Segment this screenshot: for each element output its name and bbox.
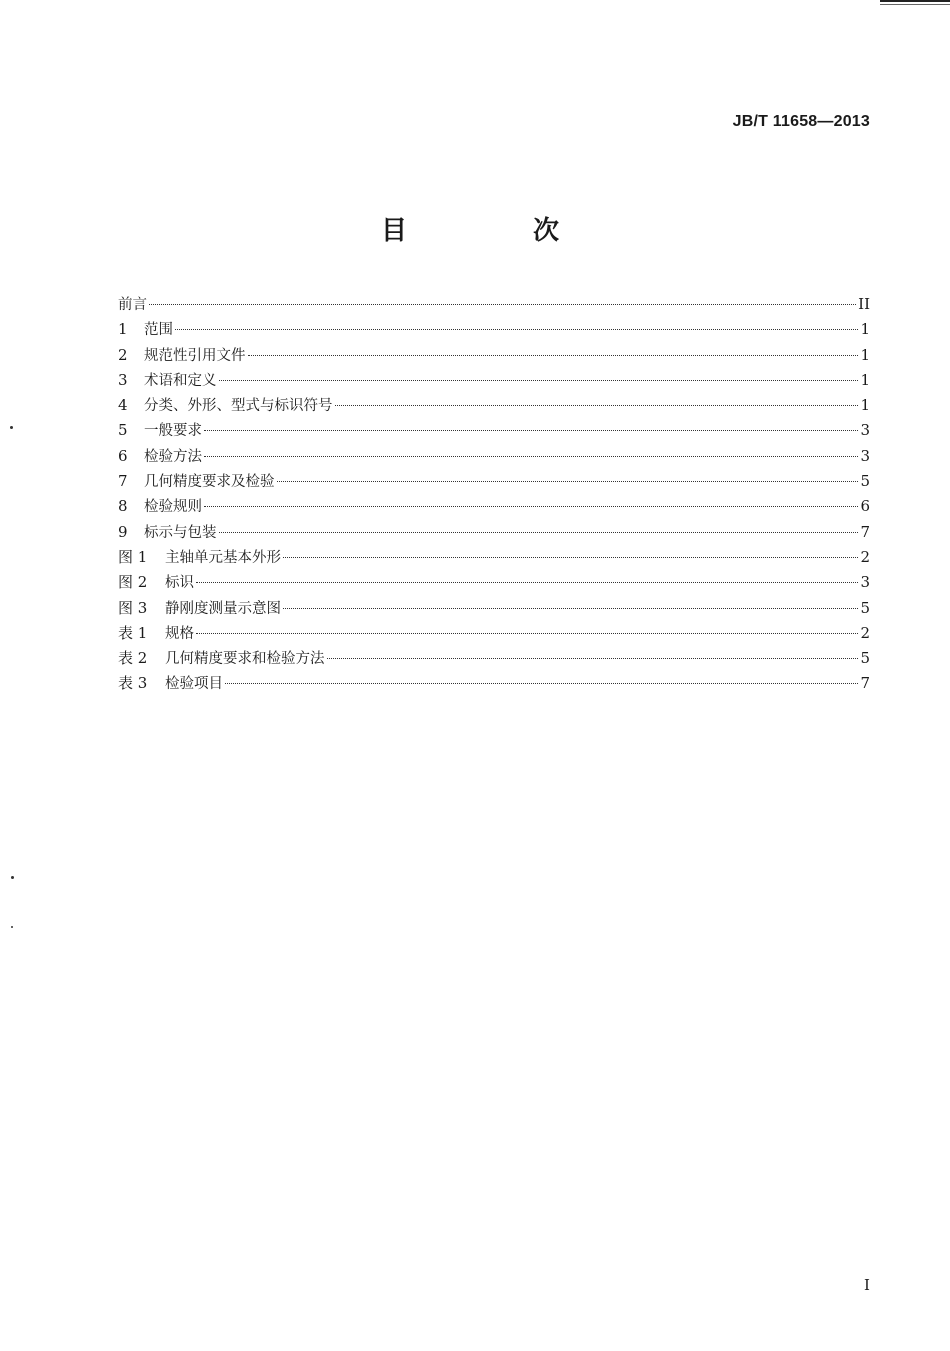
scan-speck xyxy=(11,876,14,879)
toc-entry[interactable] xyxy=(118,469,870,494)
toc-entry-page: 5 xyxy=(860,472,870,491)
toc-entry[interactable] xyxy=(118,646,870,671)
toc-entry-title: 标识 xyxy=(165,575,194,592)
toc-entry-title: 检验方法 xyxy=(144,448,202,465)
toc-entry[interactable] xyxy=(118,494,870,519)
toc-entry-number: 1 xyxy=(118,320,128,339)
toc-entry-page: 5 xyxy=(860,649,870,668)
toc-entry[interactable] xyxy=(118,596,870,621)
toc-entry-page: 3 xyxy=(860,446,870,465)
toc-entry-title: 前言 xyxy=(118,297,147,313)
toc-leader-dots xyxy=(225,683,858,684)
toc-entry-page: 7 xyxy=(860,674,870,693)
toc-entry-title: 规范性引用文件 xyxy=(144,347,246,364)
toc-entry[interactable] xyxy=(118,444,870,469)
toc-entry-page: 7 xyxy=(860,522,870,541)
toc-entry[interactable] xyxy=(118,343,870,368)
toc-leader-dots xyxy=(335,405,859,406)
toc-entry-title: 几何精度要求和检验方法 xyxy=(165,651,325,668)
toc-entry-title: 主轴单元基本外形 xyxy=(165,549,281,566)
toc-entry-page: 1 xyxy=(860,396,870,415)
toc-entry[interactable] xyxy=(118,292,870,317)
toc-entry-title: 分类、外形、型式与标识符号 xyxy=(144,398,333,415)
toc-entry-page: 5 xyxy=(860,598,870,617)
toc-entry[interactable] xyxy=(118,317,870,342)
toc-title: 目 次 xyxy=(380,216,609,246)
toc-entry[interactable] xyxy=(118,418,870,443)
toc-leader-dots xyxy=(219,532,859,533)
toc-leader-dots xyxy=(204,456,858,457)
toc-entry-page: 2 xyxy=(860,623,870,642)
toc-leader-dots xyxy=(283,608,858,609)
toc-entry[interactable] xyxy=(118,520,870,545)
toc-entry[interactable] xyxy=(118,621,870,646)
toc-entry-title: 术语和定义 xyxy=(144,372,217,389)
toc-leader-dots xyxy=(175,329,858,330)
toc-entry-number: 表 2 xyxy=(118,649,148,668)
toc-entry-number: 4 xyxy=(118,396,128,415)
toc-leader-dots xyxy=(196,582,858,583)
toc-entry-number: 2 xyxy=(118,345,128,364)
toc-entry-number: 3 xyxy=(118,370,128,389)
toc-entry-page: 6 xyxy=(860,497,870,516)
toc-entry-number: 8 xyxy=(118,497,128,516)
toc-leader-dots xyxy=(219,380,859,381)
toc-entry-number: 图 1 xyxy=(118,547,148,566)
scan-edge-mark xyxy=(880,4,950,5)
toc-leader-dots xyxy=(204,506,858,507)
toc-entry-page: 2 xyxy=(860,547,870,566)
toc-entry-title: 检验规则 xyxy=(144,499,202,516)
toc-entry-number: 图 3 xyxy=(118,598,148,617)
toc-entry-page: 1 xyxy=(860,345,870,364)
toc-leader-dots xyxy=(277,481,859,482)
toc-entry[interactable] xyxy=(118,368,870,393)
toc-entry[interactable] xyxy=(118,570,870,595)
toc-entry-title: 规格 xyxy=(165,625,194,642)
toc-entry-number: 9 xyxy=(118,522,128,541)
toc-entry-page: 1 xyxy=(860,320,870,339)
toc-entry[interactable] xyxy=(118,545,870,570)
toc-leader-dots xyxy=(327,658,859,659)
toc-entry-number: 表 3 xyxy=(118,674,148,693)
toc-entry-title: 几何精度要求及检验 xyxy=(144,474,275,491)
toc-leader-dots xyxy=(204,430,858,431)
scan-speck xyxy=(11,926,13,928)
toc-entry[interactable] xyxy=(118,671,870,696)
standard-code: JB/T 11658—2013 xyxy=(732,113,870,130)
toc-entry-page: 3 xyxy=(860,573,870,592)
toc-entry-page: 1 xyxy=(860,370,870,389)
toc-leader-dots xyxy=(248,355,859,356)
toc-entry-number: 7 xyxy=(118,472,128,491)
toc-entry[interactable] xyxy=(118,393,870,418)
toc-leader-dots xyxy=(196,633,858,634)
toc-entry-title: 检验项目 xyxy=(165,676,223,693)
toc-leader-dots xyxy=(283,557,858,558)
toc-entry-title: 标示与包装 xyxy=(144,524,217,541)
table-of-contents xyxy=(118,292,870,697)
scan-speck xyxy=(10,426,13,429)
page-number: I xyxy=(864,1276,870,1294)
toc-entry-title: 范围 xyxy=(144,322,173,339)
toc-entry-page: 3 xyxy=(860,421,870,440)
toc-leader-dots xyxy=(149,304,856,305)
toc-entry-title: 一般要求 xyxy=(144,423,202,440)
toc-entry-number: 6 xyxy=(118,446,128,465)
toc-entry-title: 静刚度测量示意图 xyxy=(165,600,281,617)
toc-entry-number: 表 1 xyxy=(118,623,148,642)
toc-entry-page: II xyxy=(858,295,870,313)
toc-entry-number: 图 2 xyxy=(118,573,148,592)
scan-edge-mark xyxy=(880,0,950,2)
toc-entry-number: 5 xyxy=(118,421,128,440)
